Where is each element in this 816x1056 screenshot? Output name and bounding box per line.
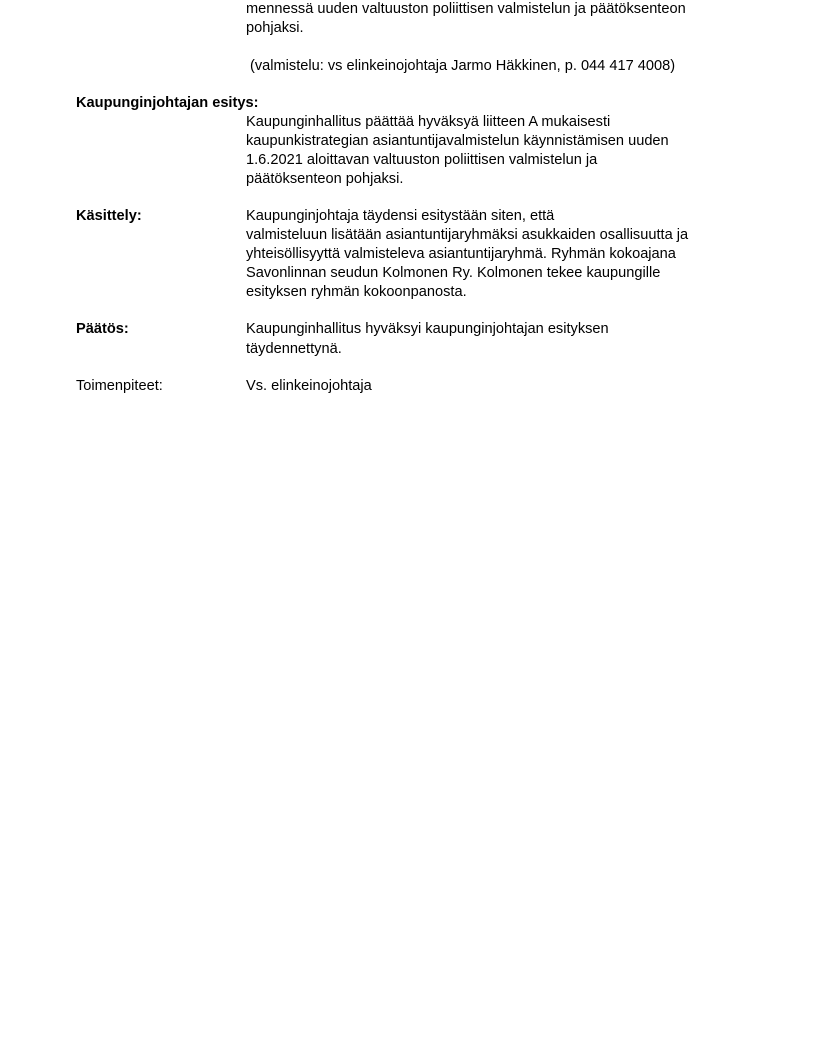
intro-line-2: pohjaksi. (246, 20, 304, 36)
proposal-line-3: 1.6.2021 aloittavan valtuuston poliittisen valmistelun ja (246, 152, 598, 168)
preparer-note: (valmistelu: vs elinkeinojohtaja Jarmo Häkkinen, p. 044 417 4008) (250, 58, 676, 74)
decision-line-1: Kaupunginhallitus hyväksyi kaupunginjohtajan esityksen (246, 321, 609, 337)
handling-line-1: Kaupunginjohtaja täydensi esitystään siten, että (246, 208, 555, 224)
intro-line-1: mennessä uuden valtuuston poliittisen valmistelun ja päätöksenteon (246, 1, 686, 17)
proposal-line-1: Kaupunginhallitus päättää hyväksyä liitteen A mukaisesti (246, 114, 611, 130)
proposal-line-2: kaupunkistrategian asiantuntijavalmistelun käynnistämisen uuden (246, 133, 669, 149)
handling-line-3: yhteisöllisyyttä valmisteleva asiantuntijaryhmä. Ryhmän kokoajana (246, 246, 676, 262)
proposal-line-4: päätöksenteon pohjaksi. (246, 171, 404, 187)
handling-line-5: esityksen ryhmän kokoonpanosta. (246, 284, 467, 300)
handling-label: Käsittely: (76, 208, 142, 224)
actions-label: Toimenpiteet: (76, 378, 163, 394)
decision-line-2: täydennettynä. (246, 341, 342, 357)
proposal-label: Kaupunginjohtajan esitys: (76, 95, 259, 111)
decision-label: Päätös: (76, 321, 129, 337)
handling-line-2: valmisteluun lisätään asiantuntijaryhmäksi asukkaiden osallisuutta ja (246, 227, 689, 243)
handling-line-4: Savonlinnan seudun Kolmonen Ry. Kolmonen tekee kaupungille (246, 265, 661, 281)
actions-value: Vs. elinkeinojohtaja (246, 378, 372, 394)
